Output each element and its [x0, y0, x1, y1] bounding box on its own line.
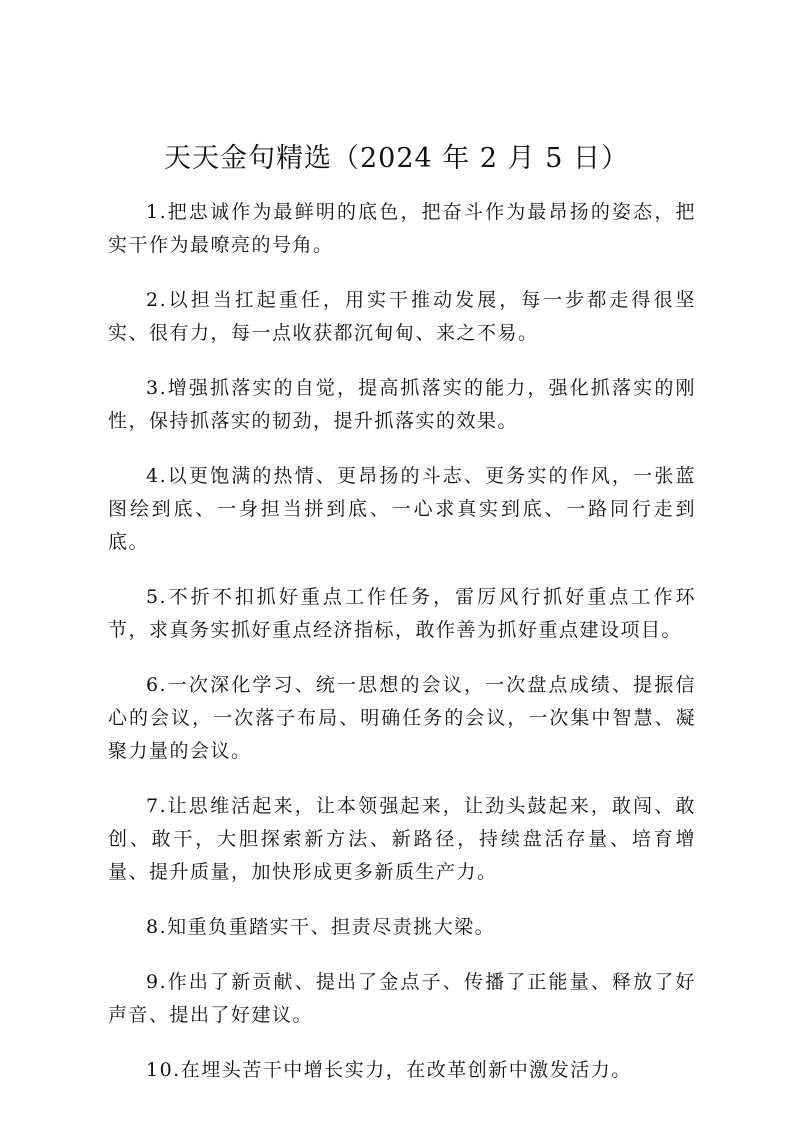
document-title: 天天金句精选（2024 年 2 月 5 日）	[164, 143, 629, 174]
quote-paragraph-2: 2.以担当扛起重任，用实干推动发展，每一步都走得很坚实、很有力，每一点收获都沉甸甸、来之不易。	[108, 289, 696, 344]
quote-paragraph-5: 5.不折不扣抓好重点工作任务，雷厉风行抓好重点工作环节，求真务实抓好重点经济指标，敢作善为抓好重点建设项目。	[108, 586, 696, 641]
quote-paragraph-9: 9.作出了新贡献、提出了金点子、传播了正能量、释放了好声音、提出了好建议。	[108, 971, 696, 1026]
quote-paragraph-6: 6.一次深化学习、统一思想的会议，一次盘点成绩、提振信心的会议，一次落子布局、明确任务的会议，一次集中智慧、凝聚力量的会议。	[108, 674, 696, 762]
quote-paragraph-10: 10.在埋头苦干中增长实力，在改革创新中激发活力。	[146, 1059, 632, 1081]
quote-paragraph-7: 7.让思维活起来，让本领强起来，让劲头鼓起来，敢闯、敢创、敢干，大胆探索新方法、新路径，持续盘活存量、培育增量、提升质量，加快形成更多新质生产力。	[108, 795, 696, 883]
quote-paragraph-3: 3.增强抓落实的自觉，提高抓落实的能力，强化抓落实的刚性，保持抓落实的韧劲，提升抓落实的效果。	[108, 377, 696, 432]
quote-paragraph-4: 4.以更饱满的热情、更昂扬的斗志、更务实的作风，一张蓝图绘到底、一身担当拼到底、一心求真实到底、一路同行走到底。	[108, 465, 696, 553]
document-body	[108, 196, 696, 1109]
quote-paragraph-8: 8.知重负重踏实干、担责尽责挑大梁。	[146, 916, 496, 938]
quote-paragraph-1: 1.把忠诚作为最鲜明的底色，把奋斗作为最昂扬的姿态，把实干作为最嘹亮的号角。	[108, 201, 696, 256]
